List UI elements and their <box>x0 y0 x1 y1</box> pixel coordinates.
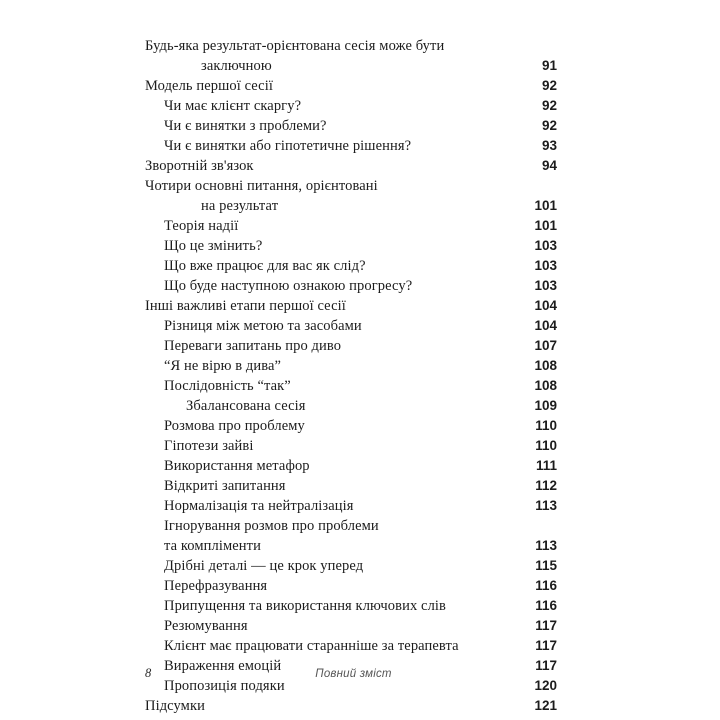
toc-entry-page-number: 111 <box>535 458 557 473</box>
toc-entry-page-number: 110 <box>535 438 557 453</box>
table-of-contents <box>145 36 557 716</box>
toc-entry[interactable] <box>145 316 557 336</box>
toc-entry-title: Інші важливі етапи першої сесії <box>145 298 346 314</box>
toc-entry-title: Підсумки <box>145 698 205 714</box>
toc-entry-page-number: 121 <box>534 698 557 713</box>
toc-entry-title: Послідовність “так” <box>164 378 291 394</box>
toc-entry[interactable] <box>145 436 557 456</box>
toc-entry-page-number: 91 <box>541 58 557 73</box>
toc-entry[interactable] <box>145 156 557 176</box>
toc-entry-title: Перефразування <box>164 578 268 594</box>
toc-entry-title: Резюмування <box>164 618 248 634</box>
toc-entry[interactable] <box>145 296 557 316</box>
toc-entry-page-number: 110 <box>535 418 557 433</box>
toc-entry-page-number: 113 <box>535 498 557 513</box>
toc-entry-page-number: 94 <box>541 158 557 173</box>
toc-entry-title: Відкриті запитання <box>164 478 286 494</box>
toc-entry-title: Переваги запитань про диво <box>164 338 342 354</box>
toc-entry[interactable] <box>145 536 557 556</box>
toc-entry[interactable] <box>145 76 557 96</box>
toc-entry-title: Що це змінить? <box>164 238 263 254</box>
toc-entry[interactable] <box>145 356 557 376</box>
toc-entry-page-number: 104 <box>534 318 557 333</box>
toc-entry-page-number: 101 <box>534 198 557 213</box>
toc-entry-page-number: 92 <box>541 98 557 113</box>
toc-entry-title: Модель першої сесії <box>145 78 273 94</box>
toc-entry[interactable] <box>145 216 557 236</box>
toc-entry[interactable] <box>145 176 557 196</box>
toc-entry[interactable] <box>145 616 557 636</box>
toc-entry-page-number: 92 <box>541 118 557 133</box>
toc-entry[interactable] <box>145 636 557 656</box>
toc-entry[interactable] <box>145 196 557 216</box>
toc-entry-title: Будь-яка результат-орієнтована сесія може бути <box>145 38 445 54</box>
toc-entry-page-number: 93 <box>541 138 557 153</box>
toc-entry[interactable] <box>145 596 557 616</box>
toc-entry[interactable] <box>145 96 557 116</box>
toc-entry[interactable] <box>145 396 557 416</box>
toc-entry[interactable] <box>145 36 557 56</box>
toc-entry-title: “Я не вірю в дива” <box>164 358 282 374</box>
toc-entry[interactable] <box>145 556 557 576</box>
toc-entry-page-number: 116 <box>535 598 557 613</box>
toc-entry[interactable] <box>145 116 557 136</box>
toc-entry[interactable] <box>145 496 557 516</box>
toc-entry-title: Чи є винятки з проблеми? <box>164 118 327 134</box>
toc-entry-title: Різниця між метою та засобами <box>164 318 362 334</box>
toc-entry-page-number: 115 <box>535 558 557 573</box>
toc-entry-page-number: 107 <box>534 338 557 353</box>
toc-entry-page-number: 117 <box>535 658 557 673</box>
toc-entry-title: Розмова про проблему <box>164 418 305 434</box>
toc-entry[interactable] <box>145 516 557 536</box>
toc-entry-title: Теорія надії <box>164 218 239 234</box>
toc-entry[interactable] <box>145 376 557 396</box>
toc-entry-title: Збалансована сесія <box>186 398 306 414</box>
footer-caption: Повний зміст <box>315 668 392 680</box>
toc-entry[interactable] <box>145 236 557 256</box>
toc-entry-page-number: 103 <box>534 238 557 253</box>
page-footer <box>145 666 557 681</box>
toc-entry-page-number: 103 <box>534 278 557 293</box>
toc-entry[interactable] <box>145 416 557 436</box>
toc-entry-page-number: 108 <box>534 358 557 373</box>
toc-entry-page-number: 104 <box>534 298 557 313</box>
toc-entry-title: Що буде наступною ознакою прогресу? <box>164 278 413 294</box>
toc-entry[interactable] <box>145 456 557 476</box>
toc-entry-title: заключною <box>201 58 272 74</box>
toc-entry-page-number: 108 <box>534 378 557 393</box>
toc-entry[interactable] <box>145 336 557 356</box>
toc-entry-title: Використання метафор <box>164 458 310 474</box>
toc-entry-title: Гіпотези зайві <box>164 438 254 454</box>
toc-entry-page-number: 117 <box>535 618 557 633</box>
toc-entry-page-number: 103 <box>534 258 557 273</box>
toc-entry-page-number: 101 <box>534 218 557 233</box>
toc-entry-title: Що вже працює для вас як слід? <box>164 258 366 274</box>
toc-entry-page-number: 92 <box>541 78 557 93</box>
toc-entry[interactable] <box>145 56 557 76</box>
toc-entry-title: Чотири основні питання, орієнтовані <box>145 178 378 194</box>
toc-entry-title: Дрібні деталі — це крок уперед <box>164 558 364 574</box>
footer-page-number: 8 <box>145 666 152 680</box>
toc-entry-title: Пропозиція подяки <box>164 678 285 694</box>
toc-entry-title: Чи є винятки або гіпотетичне рішення? <box>164 138 412 154</box>
toc-entry-title: Ігнорування розмов про проблеми <box>164 518 379 534</box>
toc-entry-page-number: 116 <box>535 578 557 593</box>
toc-entry-title: та компліменти <box>164 538 261 554</box>
toc-entry-page-number: 109 <box>534 398 557 413</box>
toc-entry-page-number: 112 <box>535 478 557 493</box>
toc-entry[interactable] <box>145 476 557 496</box>
toc-entry[interactable] <box>145 136 557 156</box>
toc-entry-title: Чи має клієнт скаргу? <box>164 98 302 114</box>
toc-entry-page-number: 120 <box>534 678 557 693</box>
toc-entry[interactable] <box>145 576 557 596</box>
toc-entry-title: Вираження емоцій <box>164 658 282 674</box>
toc-entry-title: на результат <box>201 198 279 214</box>
toc-entry-title: Нормалізація та нейтралізація <box>164 498 354 514</box>
toc-entry[interactable] <box>145 276 557 296</box>
toc-entry[interactable] <box>145 696 557 716</box>
toc-entry-title: Зворотній зв'язок <box>145 158 254 174</box>
toc-entry-title: Припущення та використання ключових слів <box>164 598 446 614</box>
toc-entry-page-number: 117 <box>535 638 557 653</box>
toc-entry-page-number: 113 <box>535 538 557 553</box>
toc-entry[interactable] <box>145 256 557 276</box>
toc-entry-title: Клієнт має працювати старанніше за терапевта <box>164 638 459 654</box>
